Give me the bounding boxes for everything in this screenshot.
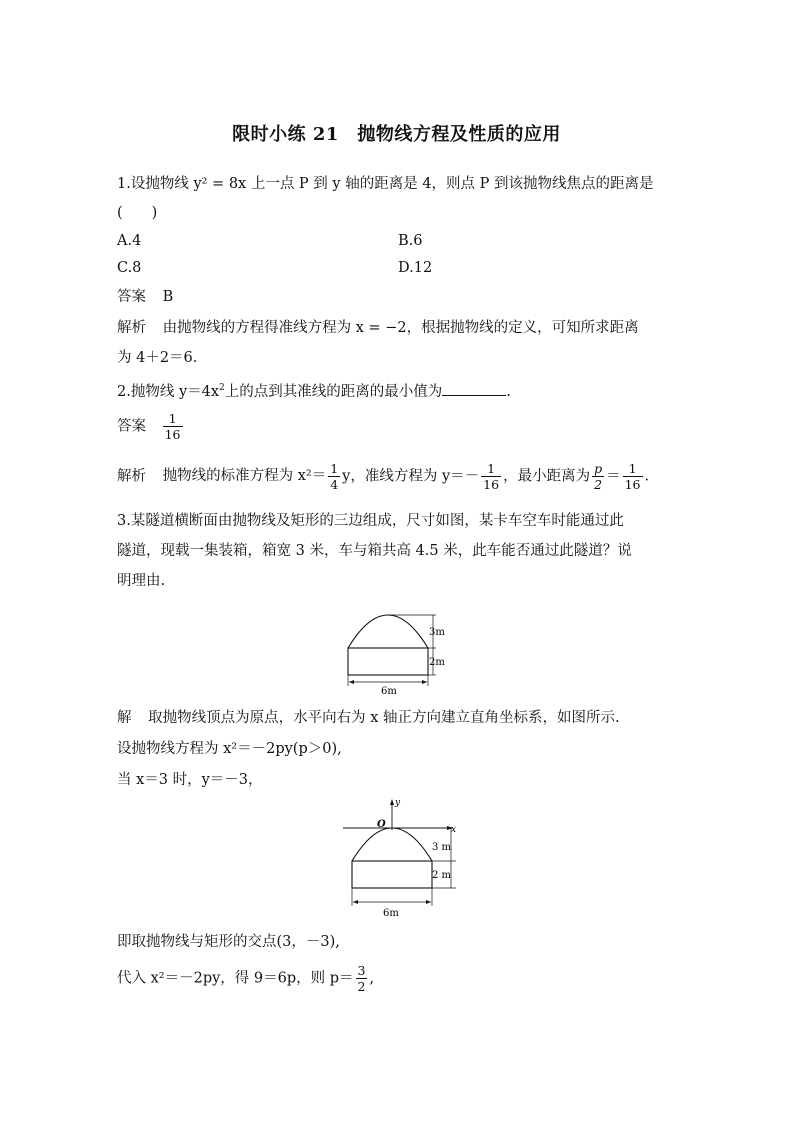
label-6m: 6m [381, 686, 397, 696]
q1-option-a: A.4 [117, 233, 142, 249]
q1-option-d: D.12 [398, 260, 433, 276]
analysis-text-c: ，最小距离为 [503, 468, 591, 485]
label-3m: 3m [429, 627, 445, 638]
label-6m: 6m [383, 908, 399, 919]
q2-stem-sup: 2 [219, 383, 225, 393]
fraction-4 [623, 462, 643, 491]
fraction-denominator: 4 [330, 477, 339, 493]
q3-solution-line3: 当 x＝3 时，y＝－3， [117, 772, 263, 788]
analysis-text-a: 抛物线的标准方程为 x²＝ [162, 468, 327, 485]
fraction-denominator: 2 [594, 477, 603, 493]
arrow-head [422, 680, 427, 684]
fraction-numerator: 1 [481, 462, 501, 477]
label-2m: 2 m [432, 870, 452, 881]
answer-blank [442, 383, 506, 396]
q2-analysis [117, 462, 649, 491]
coordinate-figure [335, 795, 465, 920]
q3-solution-line1 [117, 711, 620, 726]
analysis-label: 解析 [117, 320, 146, 336]
fraction-numerator: 1 [330, 461, 339, 476]
fraction-numerator: 1 [163, 412, 183, 427]
answer-label: 答案 [117, 289, 146, 305]
fraction-3 [592, 462, 604, 491]
fraction-numerator: 3 [357, 963, 366, 978]
q3-stem-line3: 明理由. [117, 573, 166, 589]
q2-stem-end: . [506, 384, 511, 400]
analysis-text-d: ＝ [606, 468, 621, 485]
arrow-head [426, 900, 431, 904]
q2-stem-suffix: 上的点到其准线的距离的最小值为 [224, 384, 443, 400]
analysis-text-e: . [644, 468, 650, 485]
fraction-2 [481, 462, 501, 491]
fraction-denominator: 16 [624, 477, 641, 493]
solution-text-b: , [369, 970, 375, 987]
solution-text-a: 代入 x²＝－2py，得 9＝6p，则 p＝ [117, 970, 354, 987]
parabola-arch [348, 615, 428, 648]
analysis-label: 解析 [117, 468, 146, 485]
tunnel-figure [340, 600, 460, 696]
q3-solution-line4: 即取抛物线与矩形的交点(3，－3), [117, 934, 340, 950]
rectangle-base [352, 861, 432, 888]
q1-option-c: C.8 [117, 260, 142, 276]
answer-value: B [162, 289, 174, 305]
q3-stem-line1: 3.某隧道横断面由抛物线及矩形的三边组成，尺寸如图，某卡车空车时能通过此 [117, 513, 624, 529]
x-axis-label: x [451, 825, 457, 835]
q1-option-b: B.6 [398, 233, 423, 249]
q1-analysis-line1 [117, 321, 639, 336]
q1-analysis-line2: 为 4＋2＝6. [117, 350, 198, 366]
parabola-arch [352, 828, 432, 861]
fraction-denominator: 16 [164, 427, 181, 443]
fraction-p [356, 964, 368, 993]
solution-text: 取抛物线顶点为原点，水平向右为 x 轴正方向建立直角坐标系，如图所示. [148, 710, 620, 726]
page-title: 限时小练 21 抛物线方程及性质的应用 [232, 124, 561, 145]
q1-answer [117, 290, 173, 305]
q2-stem [117, 383, 511, 400]
q1-stem-line1: 1.设抛物线 y² = 8x 上一点 P 到 y 轴的距离是 4，则点 P 到该抛物线焦点的距离是 [117, 176, 654, 192]
fraction-denominator: 16 [483, 477, 500, 493]
fraction-numerator: p [594, 461, 603, 476]
label-3m: 3 m [432, 842, 452, 853]
q3-solution-line2: 设抛物线方程为 x²＝－2py(p＞0), [117, 741, 342, 757]
arrow-head [349, 680, 354, 684]
fraction-denominator: 2 [357, 979, 366, 995]
fraction-1 [328, 462, 340, 491]
origin-label: O [377, 819, 386, 830]
y-axis-arrow [390, 799, 394, 805]
analysis-text-b: y，准线方程为 y＝－ [342, 468, 480, 485]
rectangle-base [348, 648, 428, 675]
answer-fraction [163, 412, 183, 441]
answer-label: 答案 [117, 418, 146, 435]
label-2m: 2m [429, 657, 445, 668]
fraction-numerator: 1 [623, 462, 643, 477]
q2-answer [117, 412, 185, 441]
q3-stem-line2: 隧道，现载一集装箱，箱宽 3 米，车与箱共高 4.5 米，此车能否通过此隧道？说 [117, 543, 632, 559]
y-axis-label: y [395, 798, 401, 808]
q3-solution-line5 [117, 964, 374, 993]
q2-stem-prefix: 2.抛物线 y＝4x [117, 384, 220, 400]
analysis-text: 由抛物线的方程得准线方程为 x = −2，根据抛物线的定义，可知所求距离 [162, 320, 639, 336]
arrow-head [353, 900, 358, 904]
q1-stem-line2: ( ) [117, 205, 158, 221]
solution-label: 解 [117, 710, 132, 726]
